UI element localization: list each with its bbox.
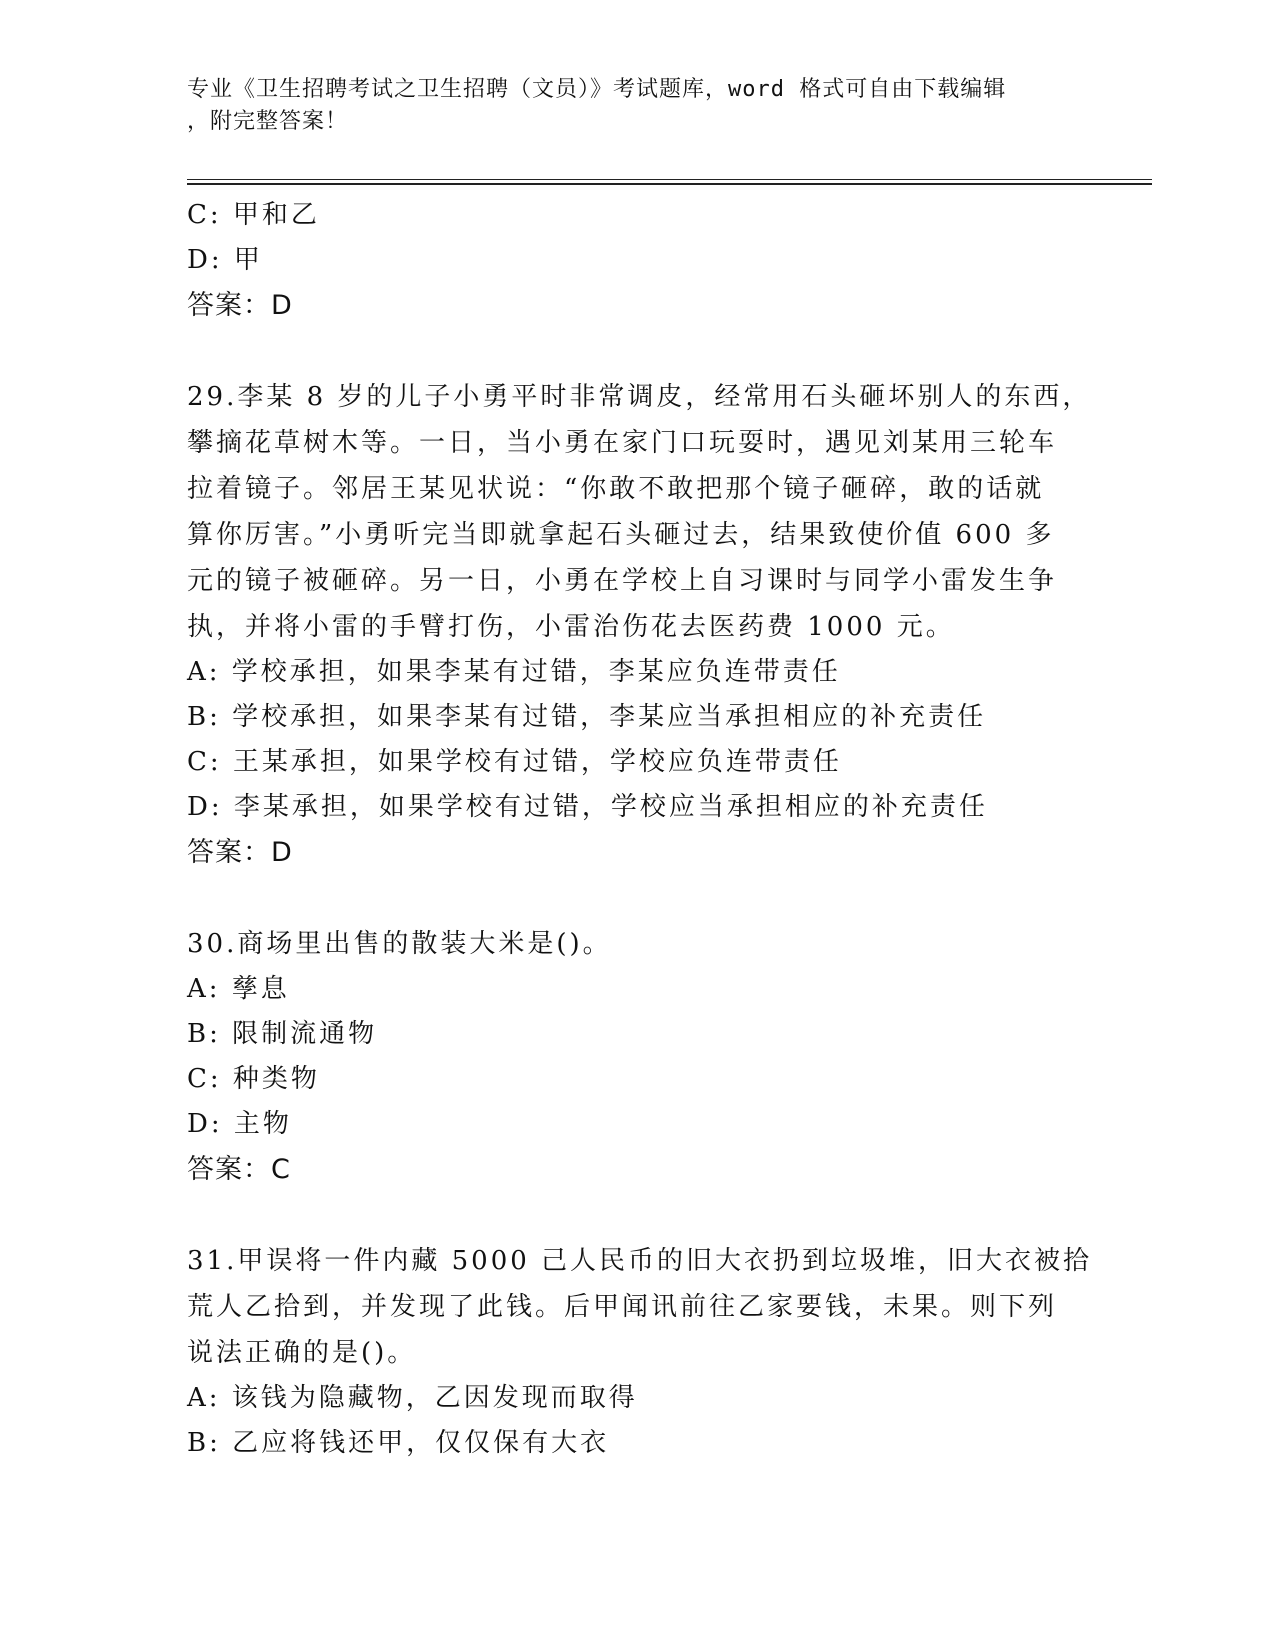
question-stem bbox=[187, 374, 1092, 650]
question-stem bbox=[187, 1238, 1093, 1376]
document-header bbox=[187, 74, 1087, 138]
stem-line: 算你厉害。”小勇听完当即就拿起石头砸过去，结果致使价值 600 多 bbox=[187, 520, 1055, 550]
header-rule-thick bbox=[187, 183, 1152, 185]
answer-line: 答案：D bbox=[187, 290, 293, 321]
option-c: C: 甲和乙 bbox=[187, 200, 320, 230]
option-a: A: 该钱为隐藏物，乙因发现而取得 bbox=[187, 1383, 638, 1413]
document-body bbox=[187, 193, 1093, 1466]
stem-line: 31.甲误将一件内藏 5000 己人民币的旧大衣扔到垃圾堆，旧大衣被拾 bbox=[187, 1246, 1093, 1276]
header-rule-thin bbox=[187, 179, 1152, 180]
answer-line: 答案：C bbox=[187, 1154, 291, 1185]
option-d: D: 主物 bbox=[187, 1109, 292, 1139]
spacer bbox=[187, 1192, 1087, 1238]
option-b: B: 乙应将钱还甲，仅仅保有大衣 bbox=[187, 1428, 610, 1458]
option-a: A: 孳息 bbox=[187, 974, 290, 1004]
stem-line: 执，并将小雷的手臂打伤，小雷治伤花去医药费 1000 元。 bbox=[187, 612, 955, 642]
stem-line: 攀摘花草树木等。一日，当小勇在家门口玩耍时，遇见刘某用三轮车 bbox=[187, 428, 1058, 458]
stem-line: 说法正确的是()。 bbox=[187, 1338, 417, 1368]
question-29 bbox=[187, 374, 1092, 875]
answer-line: 答案：D bbox=[187, 837, 293, 868]
question-31 bbox=[187, 1238, 1093, 1466]
stem-line: 元的镜子被砸碎。另一日，小勇在学校上自习课时与同学小雷发生争 bbox=[187, 566, 1058, 596]
stem-line: 荒人乙拾到，并发现了此钱。后甲闻讯前往乙家要钱，未果。则下列 bbox=[187, 1292, 1058, 1322]
header-line-1: 专业《卫生招聘考试之卫生招聘（文员）》考试题库，word 格式可自由下载编辑 bbox=[187, 77, 1007, 102]
stem-line: 29.李某 8 岁的儿子小勇平时非常调皮，经常用石头砸坏别人的东西， bbox=[187, 382, 1092, 412]
option-c: C: 王某承担，如果学校有过错，学校应负连带责任 bbox=[187, 747, 842, 777]
stem-line: 30.商场里出售的散装大米是()。 bbox=[187, 929, 612, 959]
option-a: A: 学校承担，如果李某有过错，李某应负连带责任 bbox=[187, 657, 841, 687]
spacer bbox=[187, 328, 1087, 374]
prev-question-tail bbox=[187, 193, 1087, 328]
spacer bbox=[187, 875, 1087, 921]
option-b: B: 限制流通物 bbox=[187, 1019, 378, 1049]
header-line-2: ，附完整答案！ bbox=[187, 109, 349, 134]
question-stem bbox=[187, 921, 1087, 967]
option-d: D: 甲 bbox=[187, 245, 263, 275]
option-c: C: 种类物 bbox=[187, 1064, 320, 1094]
option-b: B: 学校承担，如果李某有过错，李某应当承担相应的补充责任 bbox=[187, 702, 987, 732]
option-d: D: 李某承担，如果学校有过错，学校应当承担相应的补充责任 bbox=[187, 792, 988, 822]
question-30 bbox=[187, 921, 1087, 1192]
stem-line: 拉着镜子。邻居王某见状说：“你敢不敢把那个镜子砸碎，敢的话就 bbox=[187, 474, 1045, 504]
